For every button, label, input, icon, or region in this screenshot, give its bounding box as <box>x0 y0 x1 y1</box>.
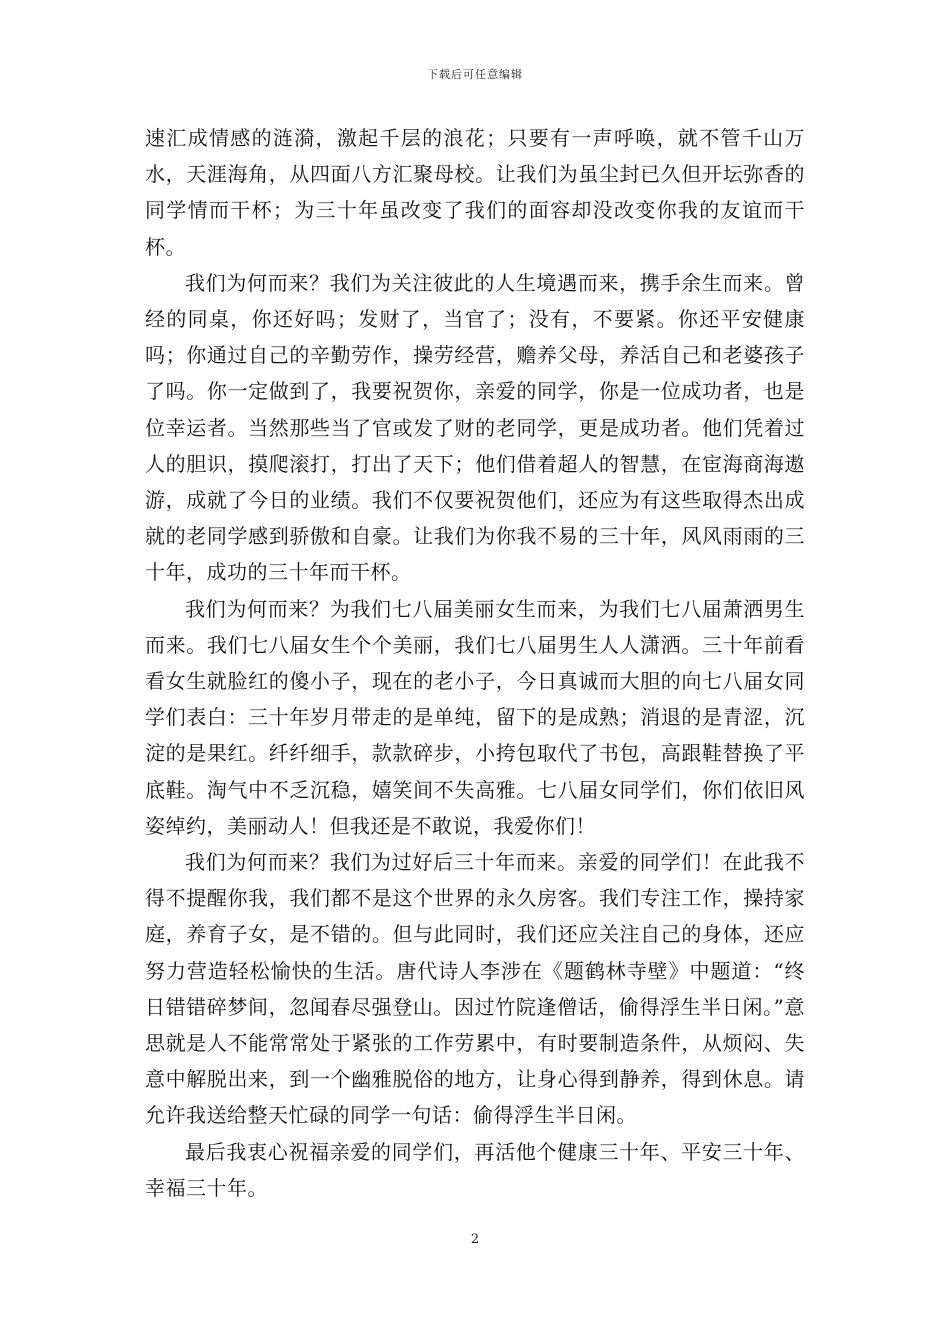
page-header: 下载后可任意编辑 <box>427 68 523 81</box>
paragraph: 我们为何而来？为我们七八届美丽女生而来，为我们七八届萧洒男生而来。我们七八届女生个个美丽，我们七八届男生人人潇洒。三十年前看看女生就脸红的傻小子，现在的老小子，今日真诚而大胆的向七八届女同学们表白：三十年岁月带走的是单纯，留下的是成熟；消退的是青涩，沉淀的是果红。纤纤细手，款款碎步，小挎包取代了书包，高跟鞋替换了平底鞋。淘气中不乏沉稳，嬉笑间不失高雅。七八届女同学们，你们依旧风姿绰约，美丽动人！但我还是不敢说，我爱你们！ <box>145 596 805 838</box>
paragraph: 我们为何而来？我们为关注彼此的人生境遇而来，携手余生而来。曾经的同桌，你还好吗；发财了，当官了；没有，不要紧。你还平安健康吗；你通过自己的辛勤劳作，操劳经营，赡养父母，养活自己和老婆孩子了吗。你一定做到了，我要祝贺你，亲爱的同学，你是一位成功者，也是位幸运者。当然那些当了官或发了财的老同学，更是成功者。他们凭着过人的胆识，摸爬滚打，打出了天下；他们借着超人的智慧，在宦海商海遨游，成就了今日的业绩。我们不仅要祝贺他们，还应为有这些取得杰出成就的老同学感到骄傲和自豪。让我们为你我不易的三十年，风风雨雨的三十年，成功的三十年而干杯。 <box>145 270 805 585</box>
document-body <box>145 120 805 1206</box>
paragraph: 我们为何而来？我们为过好后三十年而来。亲爱的同学们！在此我不得不提醒你我，我们都不是这个世界的永久房客。我们专注工作，操持家庭，养育子女，是不错的。但与此同时，我们还应关注自己的身体，还应努力营造轻松愉快的生活。唐代诗人李涉在《题鹤林寺壁》中题道：“终日错错碎梦间，忽闻春尽强登山。因过竹院逢僧话，偷得浮生半日闲。”意思就是人不能常常处于紧张的工作劳累中，有时要制造条件，从烦闷、失意中解脱出来，到一个幽雅脱俗的地方，让身心得到静养，得到休息。请允许我送给整天忙碌的同学一句话：偷得浮生半日闲。 <box>145 850 805 1128</box>
paragraph: 速汇成情感的涟漪，激起千层的浪花；只要有一声呼唤，就不管千山万水，天涯海角，从四面八方汇聚母校。让我们为虽尘封已久但开坛弥香的同学情而干杯；为三十年虽改变了我们的面容却没改变你我的友谊而干杯。 <box>145 126 805 259</box>
paragraph: 最后我衷心祝福亲爱的同学们，再活他个健康三十年、平安三十年、幸福三十年。 <box>145 1139 805 1200</box>
page-number: 2 <box>470 1232 480 1247</box>
